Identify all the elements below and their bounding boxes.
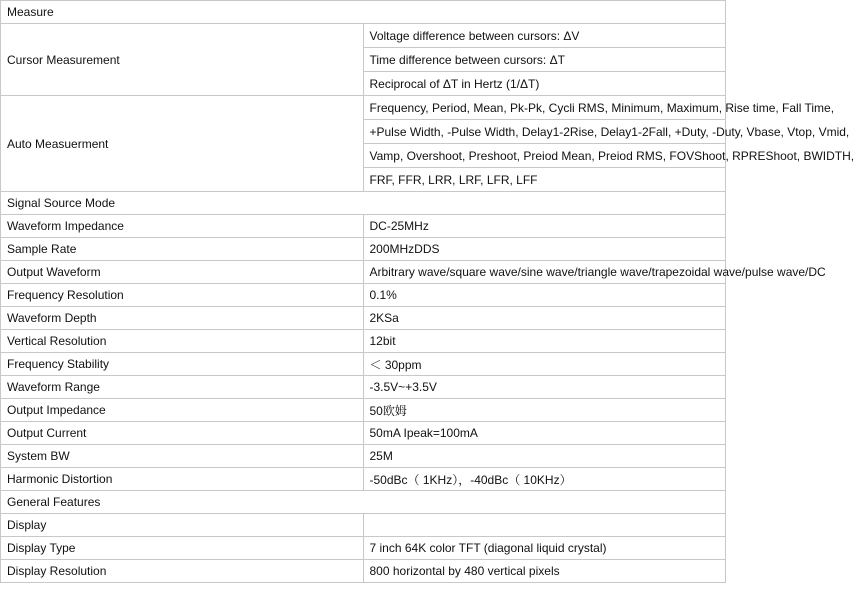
spec-value: Arbitrary wave/square wave/sine wave/triangle wave/trapezoidal wave/pulse wave/DC (363, 261, 726, 284)
spec-value: 0.1% (363, 284, 726, 307)
spec-label: Display (1, 514, 364, 537)
table-row (1, 330, 726, 353)
spec-table-body (1, 1, 854, 583)
spec-label: Sample Rate (1, 238, 364, 261)
spec-value: Time difference between cursors: ΔT (363, 48, 726, 72)
spec-value: FRF, FFR, LRR, LRF, LFR, LFF (363, 168, 726, 192)
spec-value: 50mA Ipeak=100mA (363, 422, 726, 445)
table-row (1, 307, 726, 330)
spec-value: -3.5V~+3.5V (363, 376, 726, 399)
spec-value (363, 514, 726, 537)
section-title: Signal Source Mode (1, 192, 726, 215)
spec-label: Display Resolution (1, 560, 364, 583)
spec-label: Output Current (1, 422, 364, 445)
table-row (1, 215, 726, 238)
spec-value: DC-25MHz (363, 215, 726, 238)
spec-label: Auto Measuerment (1, 96, 364, 192)
spec-value: +Pulse Width, -Pulse Width, Delay1-2Rise, Delay1-2Fall, +Duty, -Duty, Vbase, Vtop, Vmid, (363, 120, 726, 144)
spec-value: -50dBc（ 1KHz），-40dBc（ 10KHz） (363, 468, 726, 491)
spec-value: Voltage difference between cursors: ΔV (363, 24, 726, 48)
spec-value: ＜ 30ppm (363, 353, 726, 376)
spec-label: Display Type (1, 537, 364, 560)
table-row (1, 537, 726, 560)
table-row (1, 96, 726, 120)
spec-label: Frequency Resolution (1, 284, 364, 307)
spec-value: 7 inch 64K color TFT (diagonal liquid crystal) (363, 537, 726, 560)
spec-label: Output Waveform (1, 261, 364, 284)
spec-value: 50欧姆 (363, 399, 726, 422)
spec-label: System BW (1, 445, 364, 468)
spec-label: Frequency Stability (1, 353, 364, 376)
section-header-row (1, 491, 726, 514)
section-title: General Features (1, 491, 726, 514)
spec-label: Cursor Measurement (1, 24, 364, 96)
table-row (1, 445, 726, 468)
spec-label: Vertical Resolution (1, 330, 364, 353)
table-row (1, 560, 726, 583)
table-row (1, 422, 726, 445)
spec-label: Harmonic Distortion (1, 468, 364, 491)
table-row (1, 353, 726, 376)
table-row (1, 468, 726, 491)
table-row (1, 238, 726, 261)
spec-label: Waveform Depth (1, 307, 364, 330)
table-row (1, 376, 726, 399)
spec-value: 25M (363, 445, 726, 468)
spec-label: Waveform Range (1, 376, 364, 399)
spec-value: 12bit (363, 330, 726, 353)
spec-value: Vamp, Overshoot, Preshoot, Preiod Mean, Preiod RMS, FOVShoot, RPREShoot, BWIDTH, (363, 144, 726, 168)
table-row (1, 399, 726, 422)
table-row (1, 514, 726, 537)
spec-value: Frequency, Period, Mean, Pk-Pk, Cycli RMS, Minimum, Maximum, Rise time, Fall Time, (363, 96, 726, 120)
section-title: Measure (1, 1, 726, 24)
table-row (1, 261, 726, 284)
section-header-row (1, 192, 726, 215)
spec-label: Output Impedance (1, 399, 364, 422)
table-row (1, 24, 726, 48)
section-header-row (1, 1, 726, 24)
table-row (1, 284, 726, 307)
spec-value: 200MHzDDS (363, 238, 726, 261)
spec-label: Waveform Impedance (1, 215, 364, 238)
spec-value: 2KSa (363, 307, 726, 330)
spec-value: Reciprocal of ΔT in Hertz (1/ΔT) (363, 72, 726, 96)
spec-value: 800 horizontal by 480 vertical pixels (363, 560, 726, 583)
